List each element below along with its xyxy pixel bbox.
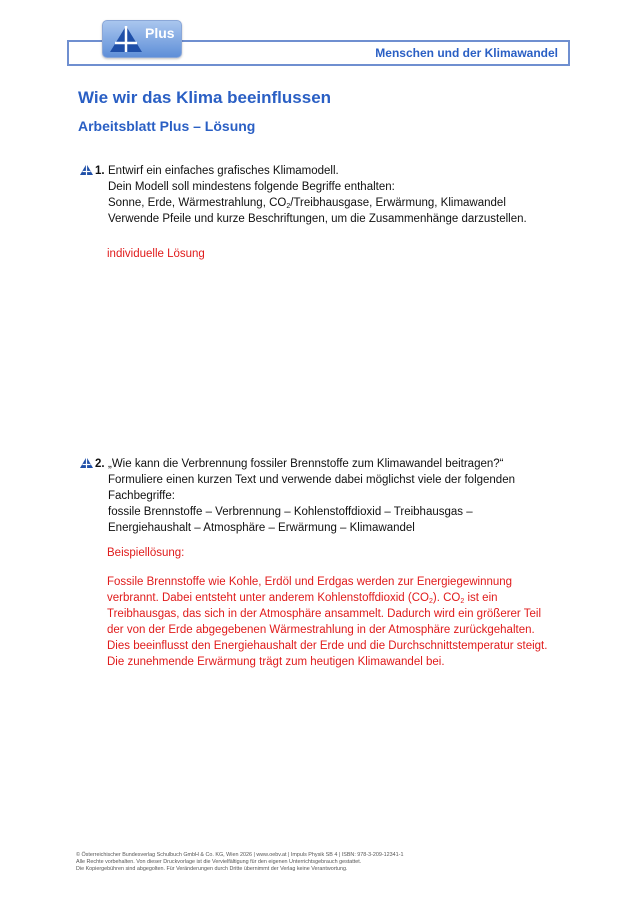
footer-line: Alle Rechte vorbehalten. Von dieser Druckvorlage ist die Vervielfältigung für den eigenen Unterrichtsgebrauch gestattet. <box>76 859 362 865</box>
task-number: 1. <box>95 165 105 177</box>
answer-line: Treibhausgas, das sich in der Atmosphäre ansammelt. Dadurch wird ein größerer Teil <box>107 608 542 620</box>
answer-line: der von der Erde abgegebenen Wärmestrahlung in der Atmosphäre zurückgehalten. <box>107 624 535 636</box>
answer-line: Fossile Brennstoffe wie Kohle, Erdöl und Erdgas werden zur Energiegewinnung <box>107 576 513 588</box>
answer-line: verbrannt. Dabei entsteht unter anderem Kohlenstoffdioxid $(CO_2)$. $CO_2$ ist ein <box>107 592 498 605</box>
task-line: fossile Brennstoffe – Verbrennung – Kohlenstoffdioxid – Treibhausgas – <box>108 506 473 518</box>
answer-line: Die zunehmende Erwärmung trägt zum heutigen Klimawandel bei. <box>107 656 445 668</box>
task-text <box>108 456 578 536</box>
task-line: Sonne, Erde, Wärmestrahlung, $CO_2$/Treibhausgase, Erwärmung, Klimawandel <box>108 197 506 210</box>
task-line: Formuliere einen kurzen Text und verwende dabei möglichst viele der folgenden <box>108 474 515 486</box>
page-title: Wie wir das Klima beeinflussen <box>78 88 332 107</box>
task-1-answer: individuelle Lösung <box>107 248 205 260</box>
footer-line: © Österreichischer Bundesverlag Schulbuch GmbH & Co. KG, Wien 2026 | www.oebv.at | Impuls Physik SB 4 | ISBN: 978-3-209-12341-1 <box>76 852 404 858</box>
task-line: „Wie kann die Verbrennung fossiler Brennstoffe zum Klimawandel beitragen?“ <box>108 458 504 470</box>
task-line: Fachbegriffe: <box>108 490 175 502</box>
page-subtitle: Arbeitsblatt Plus – Lösung <box>78 118 256 134</box>
task-2-answer-heading: Beispiellösung: <box>107 547 185 559</box>
task-2-answer <box>107 574 577 670</box>
badge-label: Plus <box>145 25 175 41</box>
task-line: Dein Modell soll mindestens folgende Begriffe enthalten: <box>108 181 395 193</box>
footer <box>76 852 596 873</box>
plus-task-icon <box>80 457 93 468</box>
footer-line: Die Kopiergebühren sind abgegolten. Für Veränderungen durch Dritte übernimmt der Verlag keine Verantwortung. <box>76 866 348 872</box>
plus-task-icon <box>80 164 93 175</box>
task-line: Energiehaushalt – Atmosphäre – Erwärmung – Klimawandel <box>108 522 415 534</box>
task-line: Verwende Pfeile und kurze Beschriftungen, um die Zusammenhänge darzustellen. <box>108 213 527 225</box>
task-number: 2. <box>95 458 105 470</box>
pyramid-icon <box>109 25 143 53</box>
task-text <box>108 163 578 227</box>
task-line: Entwirf ein einfaches grafisches Klimamodell. <box>108 165 339 177</box>
plus-badge <box>102 20 182 58</box>
header-title: Menschen und der Klimawandel <box>375 46 558 60</box>
answer-line: Dies beeinflusst den Energiehaushalt der Erde und die Durchschnittstemperatur steigt. <box>107 640 548 652</box>
